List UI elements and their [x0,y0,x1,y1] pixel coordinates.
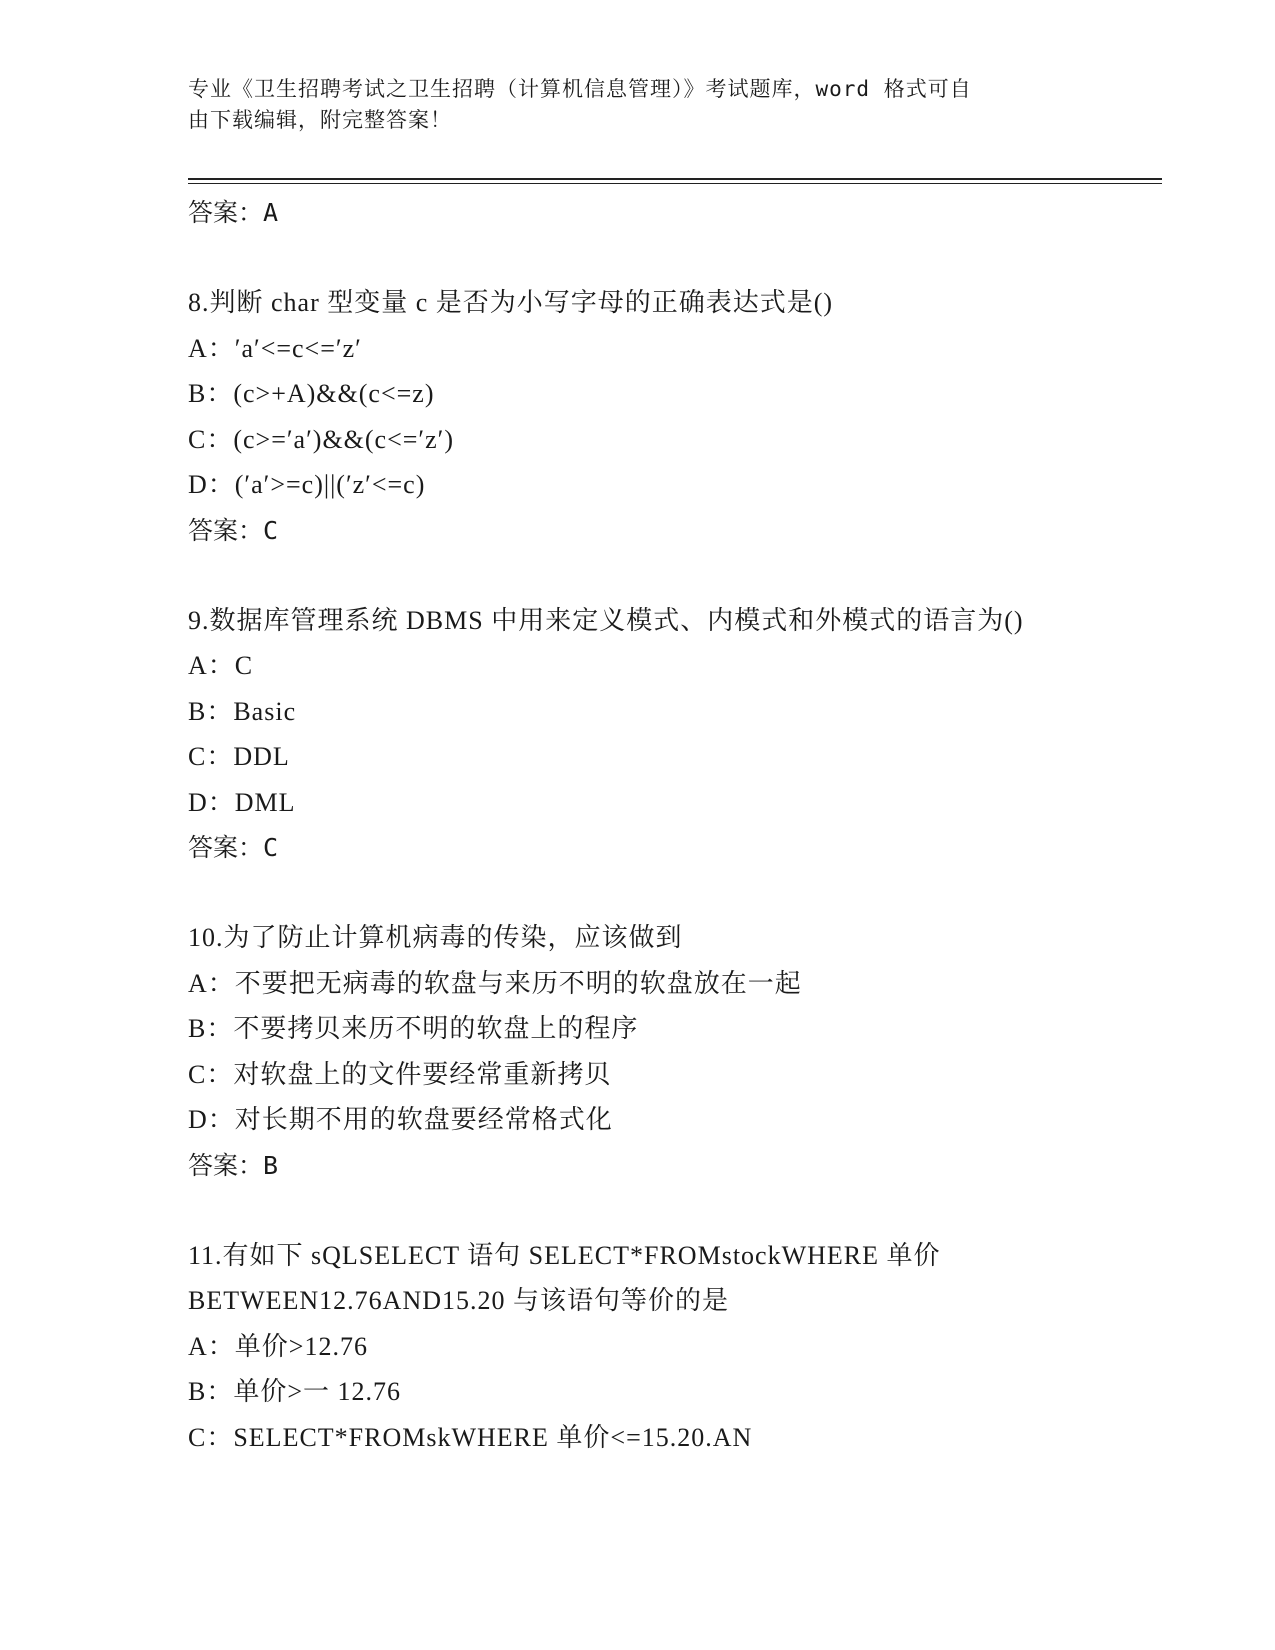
answer: 答案：B [188,1150,279,1180]
option-c: C：对软盘上的文件要经常重新拷贝 [188,1059,612,1089]
question-stem-line-2: BETWEEN12.76AND15.20 与该语句等价的是 [188,1286,730,1315]
option-a: A：单价>12.76 [188,1331,368,1361]
question-8 [188,280,1148,554]
option-a: A：C [188,651,254,680]
option-a: A：′a′<=c<=′z′ [188,333,362,363]
header-divider-thick [188,178,1162,180]
option-c: C：(c>=′a′)&&(c<=′z′) [188,424,454,454]
option-d: D：对长期不用的软盘要经常格式化 [188,1105,613,1134]
option-d: D：(′a′>=c)||(′z′<=c) [188,470,426,499]
option-c: C：SELECT*FROMskWHERE 单价<=15.20.AN [188,1422,753,1452]
question-11 [188,1233,1148,1461]
question-stem: 8.判断 char 型变量 c 是否为小写字母的正确表达式是() [188,288,834,317]
option-b: B：不要拷贝来历不明的软盘上的程序 [188,1014,639,1043]
option-b: B：Basic [188,696,297,726]
option-b: B：单价>一 12.76 [188,1377,402,1406]
answer: 答案：C [188,833,279,862]
question-stem: 10.为了防止计算机病毒的传染，应该做到 [188,923,683,952]
document-header [188,74,1088,136]
answer-previous: 答案：A [188,198,279,227]
question-stem-line-1: 11.有如下 sQLSELECT 语句 SELECT*FROMstockWHERE 单价 [188,1240,941,1270]
option-d: D：DML [188,787,296,817]
question-10 [188,915,1148,1189]
answer: 答案：C [188,515,279,545]
question-stem: 9.数据库管理系统 DBMS 中用来定义模式、内模式和外模式的语言为() [188,605,1024,635]
option-c: C：DDL [188,742,290,771]
header-divider-thin [188,183,1162,184]
header-line-2: 由下载编辑，附完整答案！ [188,108,452,132]
header-line-1: 专业《卫生招聘考试之卫生招聘（计算机信息管理）》考试题库，word 格式可自 [188,77,972,101]
option-a: A：不要把无病毒的软盘与来历不明的软盘放在一起 [188,968,802,998]
question-list [188,190,1148,1460]
option-b: B：(c>+A)&&(c<=z) [188,379,435,408]
question-9 [188,598,1148,872]
